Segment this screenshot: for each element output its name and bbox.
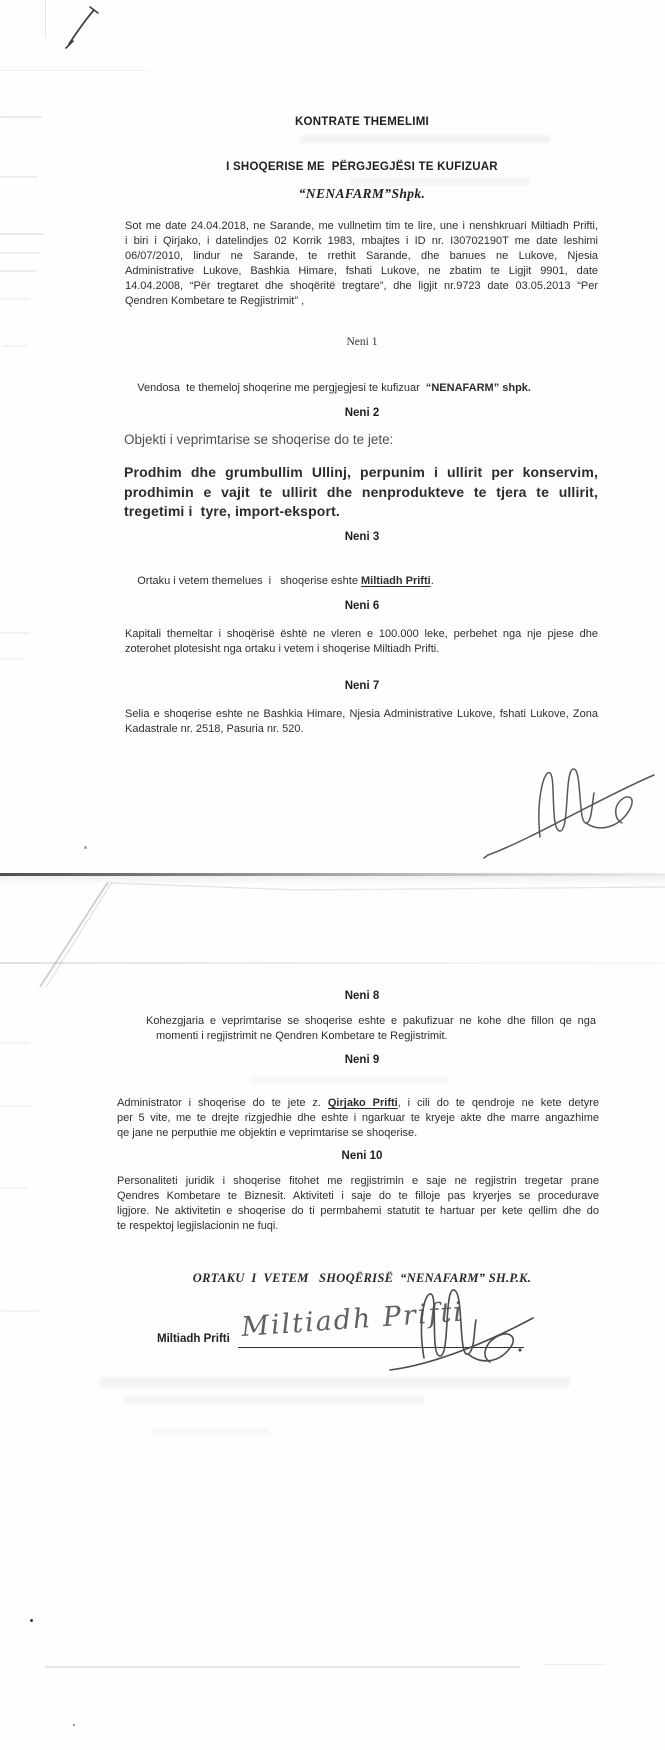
page-fold-crease xyxy=(545,1664,605,1665)
text-line: tregetimi i tyre, import-eksport. xyxy=(124,503,340,519)
text-line: momenti i regjistrimit ne Qendren Kombetare te Regjistrimit. xyxy=(156,1030,448,1042)
scan-streak xyxy=(0,1105,34,1107)
signature-scribble xyxy=(482,757,662,865)
text-segment: Ortaku i vetem themelues i shoqerise eshte xyxy=(137,575,362,587)
scan-streak xyxy=(2,345,28,347)
article-9-body xyxy=(117,1096,599,1141)
company-name-bold: “NENAFARM” shpk. xyxy=(425,382,531,394)
article-heading-neni-1: Neni 1 xyxy=(346,336,378,348)
article-10-body xyxy=(117,1174,599,1234)
page-fold-crease xyxy=(0,962,665,964)
text-line: i biri i Qirjako, i datelindjes 02 Korrik 1983, mbajtes i ID nr. I30702190T me date leshimi xyxy=(125,235,598,247)
article-6-body xyxy=(125,627,598,657)
intro-paragraph xyxy=(125,219,598,309)
scan-edge-line xyxy=(45,0,46,38)
pen-check-mark xyxy=(55,2,110,54)
scan-streak xyxy=(0,176,38,178)
scan-streak xyxy=(0,1042,30,1044)
text-line: Sot me date 24.04.2018, ne Sarande, me vullnetim tim te lire, une i nenshkruari Miltiadh Prifti, xyxy=(125,220,598,232)
business-object-paragraph xyxy=(124,463,598,522)
document-subtitle: I SHOQERISE ME PËRGJEGJËSI TE KUFIZUAR xyxy=(226,161,498,173)
text-line: Prodhim dhe grumbullim Ullinj, perpunim i ullirit per konservim, xyxy=(124,464,598,480)
scan-streak xyxy=(0,270,36,272)
article-heading-neni-6: Neni 6 xyxy=(344,600,380,612)
article-heading-neni-3: Neni 3 xyxy=(344,531,380,543)
handwritten-signature xyxy=(228,1278,548,1382)
scan-streak xyxy=(0,658,26,660)
scan-streak xyxy=(0,252,40,254)
text-line: Kapitali themeltar i shoqërisë është ne vleren e 100.000 leke, perbehet nga nje pjese dhe xyxy=(125,628,598,640)
text-line: zoterohet plotesisht nga ortaku i vetem i shoqerise Miltiadh Prifti. xyxy=(125,643,440,655)
text-line: Qendres Kombetare te Biznesit. Aktiviteti i saje do te filloje pas kryerjes se procedurave xyxy=(117,1190,599,1202)
text-line: ligjore. Ne aktivitetin e shoqerise do ti permbahemi statutit te hartuar per kete qellim dhe do xyxy=(117,1205,599,1217)
article-3-body xyxy=(125,559,605,604)
text-line: Kohezgjaria e veprimtarise se shoqerise eshte e pakufizuar ne kohe dhe fillon qe nga xyxy=(146,1015,596,1027)
administrator-name: Qirjako Prifti xyxy=(327,1097,398,1109)
text-line xyxy=(117,1096,599,1111)
text-segment: , i cili do te qendroje ne kete detyre xyxy=(397,1097,600,1109)
article-1-body xyxy=(125,366,605,411)
bleed-through-mark xyxy=(250,1076,450,1084)
bleed-through-mark xyxy=(350,178,530,186)
signatory-printed-name: Miltiadh Prifti xyxy=(157,1333,230,1345)
scan-streak xyxy=(0,1310,40,1312)
scan-streak xyxy=(0,1187,28,1189)
scan-speck xyxy=(73,1724,75,1726)
text-line: Administrative Lukove, Bashkia Himare, fshati Lukove, ne zbatim te Ligjit 9901, date xyxy=(125,265,598,277)
text-line: qe jane ne perputhie me objektin e veprimtarise se shoqerise. xyxy=(117,1127,418,1139)
text-line: Kadastrale nr. 2518, Pasuria nr. 520. xyxy=(125,723,304,735)
scan-streak xyxy=(0,632,30,634)
text-line: Personaliteti juridik i shoqerise fitohet me regjistrimin e saje ne regjistrin tregetar prane xyxy=(117,1175,599,1187)
scan-streak xyxy=(0,116,42,118)
article-heading-neni-10: Neni 10 xyxy=(341,1150,383,1162)
article-7-body xyxy=(125,707,598,737)
scan-speck xyxy=(30,1619,33,1622)
article-heading-neni-2: Neni 2 xyxy=(344,407,380,419)
scan-streak xyxy=(0,233,44,235)
document-title: KONTRATE THEMELIMI xyxy=(295,116,429,128)
text-line: Qendren Kombetare te Regjistrimit” , xyxy=(125,295,305,307)
bleed-through-mark xyxy=(300,135,550,143)
bleed-through-mark xyxy=(100,1377,570,1387)
article-heading-neni-8: Neni 8 xyxy=(344,990,380,1002)
text-line: per 5 vite, me te drejte rizgjedhie dhe eshte i ngarkuar te kryeje akte dhe marre angazhime xyxy=(117,1112,599,1124)
article-heading-neni-9: Neni 9 xyxy=(344,1054,380,1066)
text-line: prodhimin e vajit te ullirit dhe nenprodukteve te tjera te ullirit, xyxy=(124,483,598,500)
bleed-through-mark xyxy=(150,1428,270,1435)
closing-statement: ORTAKU I VETEM SHOQËRISË “NENAFARM” SH.P.K. xyxy=(192,1271,532,1285)
company-name: “NENAFARM”Shpk. xyxy=(298,186,426,201)
article-8-body xyxy=(146,1014,596,1044)
article-2-lead: Objekti i veprimtarise se shoqerise do te jete: xyxy=(124,432,394,447)
scan-streak xyxy=(0,298,30,300)
owner-name: Miltiadh Prifti xyxy=(361,575,431,587)
text-line: 14.04.2008, “Për tregtaret dhe shoqëritë tregtare”, dhe ligjit nr.9723 date 03.05.2013 “Per xyxy=(125,280,598,292)
page-fold-crease xyxy=(0,875,665,1005)
text-segment: Administrator i shoqerise do te jete z. xyxy=(117,1097,328,1109)
signature-handwritten-name: Miltiadh Prifti xyxy=(240,1296,465,1343)
text-segment: . xyxy=(430,575,434,587)
text-line: Selia e shoqerise eshte ne Bashkia Himare, Njesia Administrative Lukove, fshati Lukove, Zona xyxy=(125,708,598,720)
scan-speck xyxy=(84,846,87,849)
text-line: 06/07/2010, lindur ne Sarande, te rrethit Sarande, dhe banues ne Lukove, Njesia xyxy=(125,250,598,262)
bleed-through-mark xyxy=(125,1396,425,1405)
page-fold-crease xyxy=(45,1666,520,1668)
article-heading-neni-7: Neni 7 xyxy=(344,680,380,692)
text-segment: Vendosa te themeloj shoqerine me pergjegjesi te kufizuar xyxy=(137,382,426,394)
text-line: te respektoj legjislacionin ne fuqi. xyxy=(117,1220,279,1232)
scan-edge-line xyxy=(0,70,150,71)
